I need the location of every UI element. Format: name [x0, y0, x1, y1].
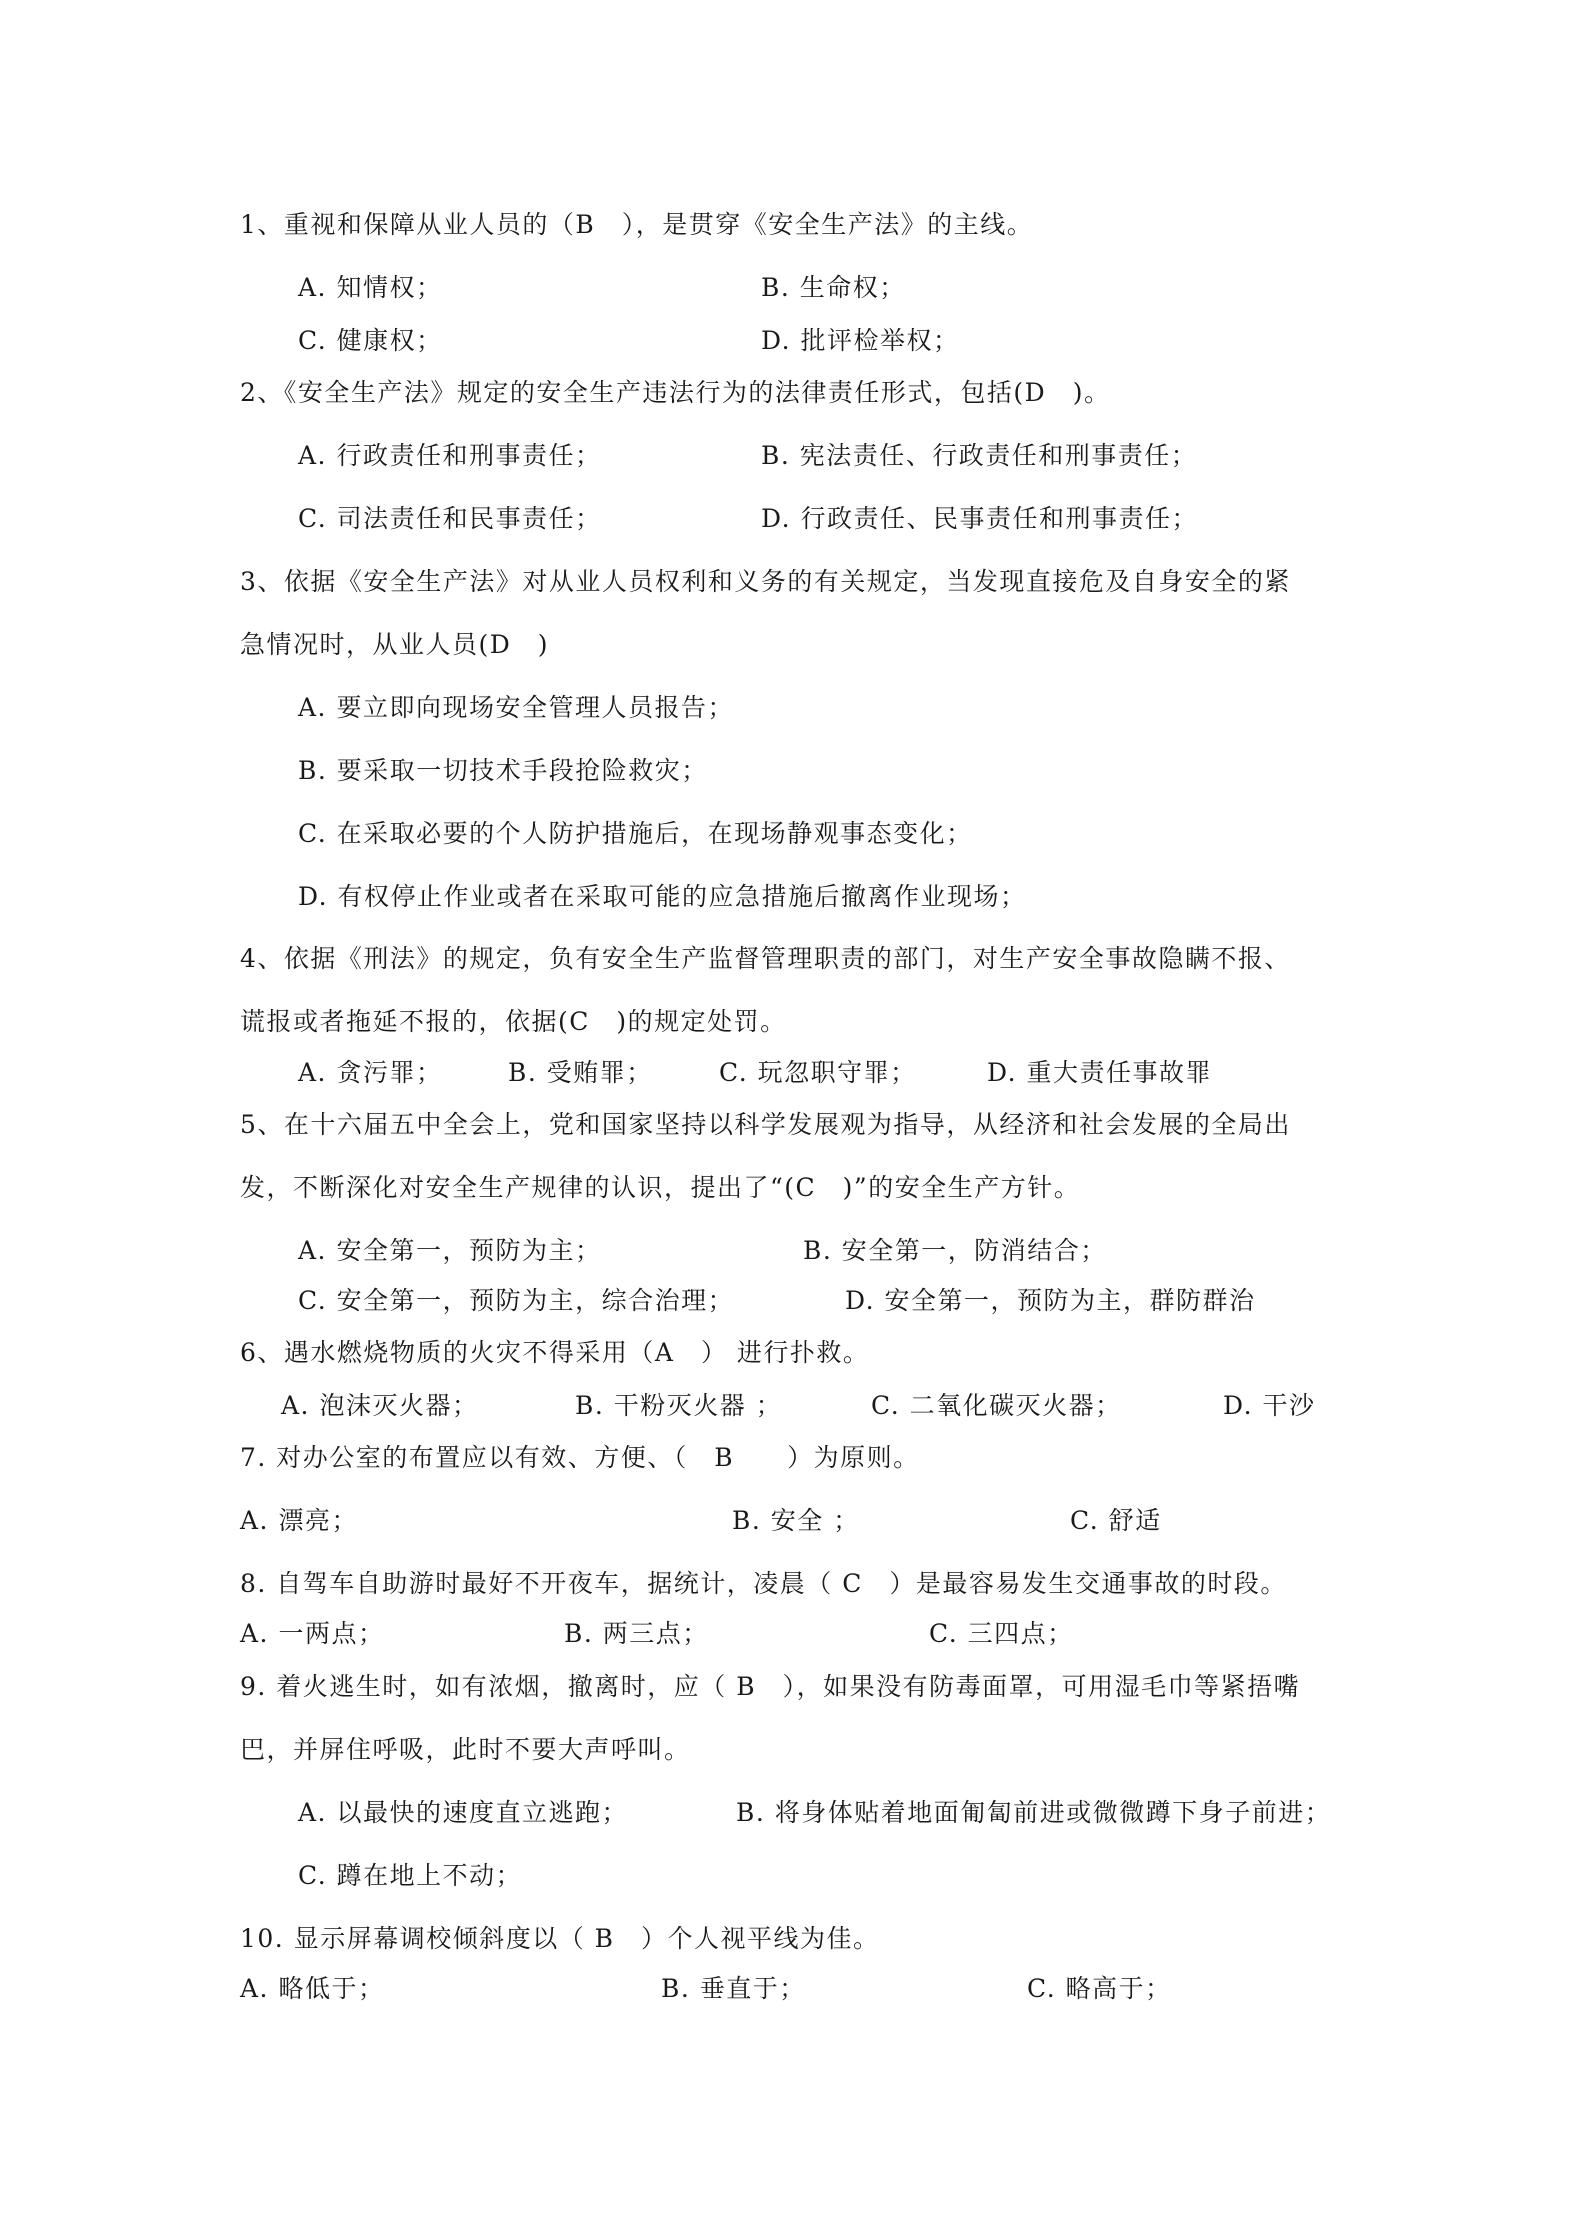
question-3-text-line-2: 急情况时，从业人员(D ): [240, 630, 550, 659]
question-1-option-d: D. 批评检举权；: [761, 326, 960, 355]
question-4-text-line-1: 4、依据《刑法》的规定，负有安全生产监督管理职责的部门，对生产安全事故隐瞒不报、: [240, 944, 1291, 973]
question-5-option-c: C. 安全第一，预防为主，综合治理；: [298, 1286, 735, 1315]
question-9-option-c: C. 蹲在地上不动；: [298, 1861, 523, 1890]
question-6-option-d: D. 干沙: [1223, 1391, 1316, 1420]
question-9-option-b: B. 将身体贴着地面匍匐前进或微微蹲下身子前进；: [736, 1798, 1332, 1827]
question-6-option-a: A. 泡沫灭火器；: [281, 1391, 479, 1420]
question-5-option-b: B. 安全第一，防消结合；: [803, 1236, 1107, 1265]
question-2-option-a: A. 行政责任和刑事责任；: [298, 441, 602, 470]
question-3-option-a: A. 要立即向现场安全管理人员报告；: [298, 693, 734, 722]
question-2-option-b: B. 宪法责任、行政责任和刑事责任；: [761, 441, 1198, 470]
question-4-option-d: D. 重大责任事故罪: [987, 1058, 1213, 1087]
question-5-option-d: D. 安全第一，预防为主，群防群治: [845, 1286, 1256, 1315]
question-7-option-b: B. 安全 ；: [732, 1506, 860, 1535]
question-8-option-c: C. 三四点；: [929, 1619, 1074, 1648]
question-1-option-b: B. 生命权；: [761, 273, 906, 302]
question-9-text-line-1: 9. 着火逃生时，如有浓烟，撤离时，应（ B ），如果没有防毒面罩，可用湿毛巾等紧捂嘴: [240, 1672, 1301, 1701]
question-8-option-a: A. 一两点；: [240, 1619, 385, 1648]
question-1-option-a: A. 知情权；: [298, 273, 443, 302]
question-2-text: 2、《安全生产法》规定的安全生产违法行为的法律责任形式，包括(D )。: [240, 378, 1111, 407]
question-8-text: 8. 自驾车自助游时最好不开夜车，据统计，凌晨（ C ）是最容易发生交通事故的时段。: [240, 1569, 1287, 1598]
question-3-option-c: C. 在采取必要的个人防护措施后，在现场静观事态变化；: [298, 819, 973, 848]
question-4-option-b: B. 受贿罪；: [508, 1058, 653, 1087]
question-4-option-c: C. 玩忽职守罪；: [719, 1058, 917, 1087]
question-9-text-line-2: 巴，并屏住呼吸，此时不要大声呼叫。: [240, 1735, 691, 1764]
question-5-text-line-1: 5、在十六届五中全会上，党和国家坚持以科学发展观为指导，从经济和社会发展的全局出: [240, 1110, 1291, 1139]
question-1-option-c: C. 健康权；: [298, 326, 443, 355]
question-2-option-d: D. 行政责任、民事责任和刑事责任；: [761, 504, 1199, 533]
question-2-option-c: C. 司法责任和民事责任；: [298, 504, 602, 533]
question-6-option-c: C. 二氧化碳灭火器；: [871, 1391, 1122, 1420]
question-6-option-b: B. 干粉灭火器 ；: [575, 1391, 783, 1420]
question-3-option-b: B. 要采取一切技术手段抢险救灾；: [298, 756, 708, 785]
question-1-text: 1、重视和保障从业人员的（B ），是贯穿《安全生产法》的主线。: [240, 210, 1034, 239]
question-3-text-line-1: 3、依据《安全生产法》对从业人员权利和义务的有关规定，当发现直接危及自身安全的紧: [240, 567, 1291, 596]
question-9-option-a: A. 以最快的速度直立逃跑；: [298, 1798, 628, 1827]
question-10-option-c: C. 略高于；: [1027, 1974, 1172, 2003]
question-6-text: 6、遇水燃烧物质的火灾不得采用（A ） 进行扑救。: [240, 1338, 870, 1367]
question-7-option-a: A. 漂亮；: [240, 1506, 358, 1535]
question-5-text-line-2: 发，不断深化对安全生产规律的认识，提出了“(C )”的安全生产方针。: [240, 1173, 1081, 1202]
question-10-option-b: B. 垂直于；: [661, 1974, 806, 2003]
question-3-option-d: D. 有权停止作业或者在采取可能的应急措施后撤离作业现场；: [298, 882, 1027, 911]
question-10-text: 10. 显示屏幕调校倾斜度以（ B ）个人视平线为佳。: [240, 1924, 880, 1953]
question-4-text-line-2: 谎报或者拖延不报的，依据(C )的规定处罚。: [240, 1007, 787, 1036]
question-8-option-b: B. 两三点；: [564, 1619, 709, 1648]
question-5-option-a: A. 安全第一，预防为主；: [298, 1236, 602, 1265]
question-10-option-a: A. 略低于；: [240, 1974, 385, 2003]
question-4-option-a: A. 贪污罪；: [298, 1058, 443, 1087]
question-7-option-c: C. 舒适: [1070, 1506, 1162, 1535]
question-7-text: 7. 对办公室的布置应以有效、方便、（ B ）为原则。: [240, 1443, 920, 1472]
